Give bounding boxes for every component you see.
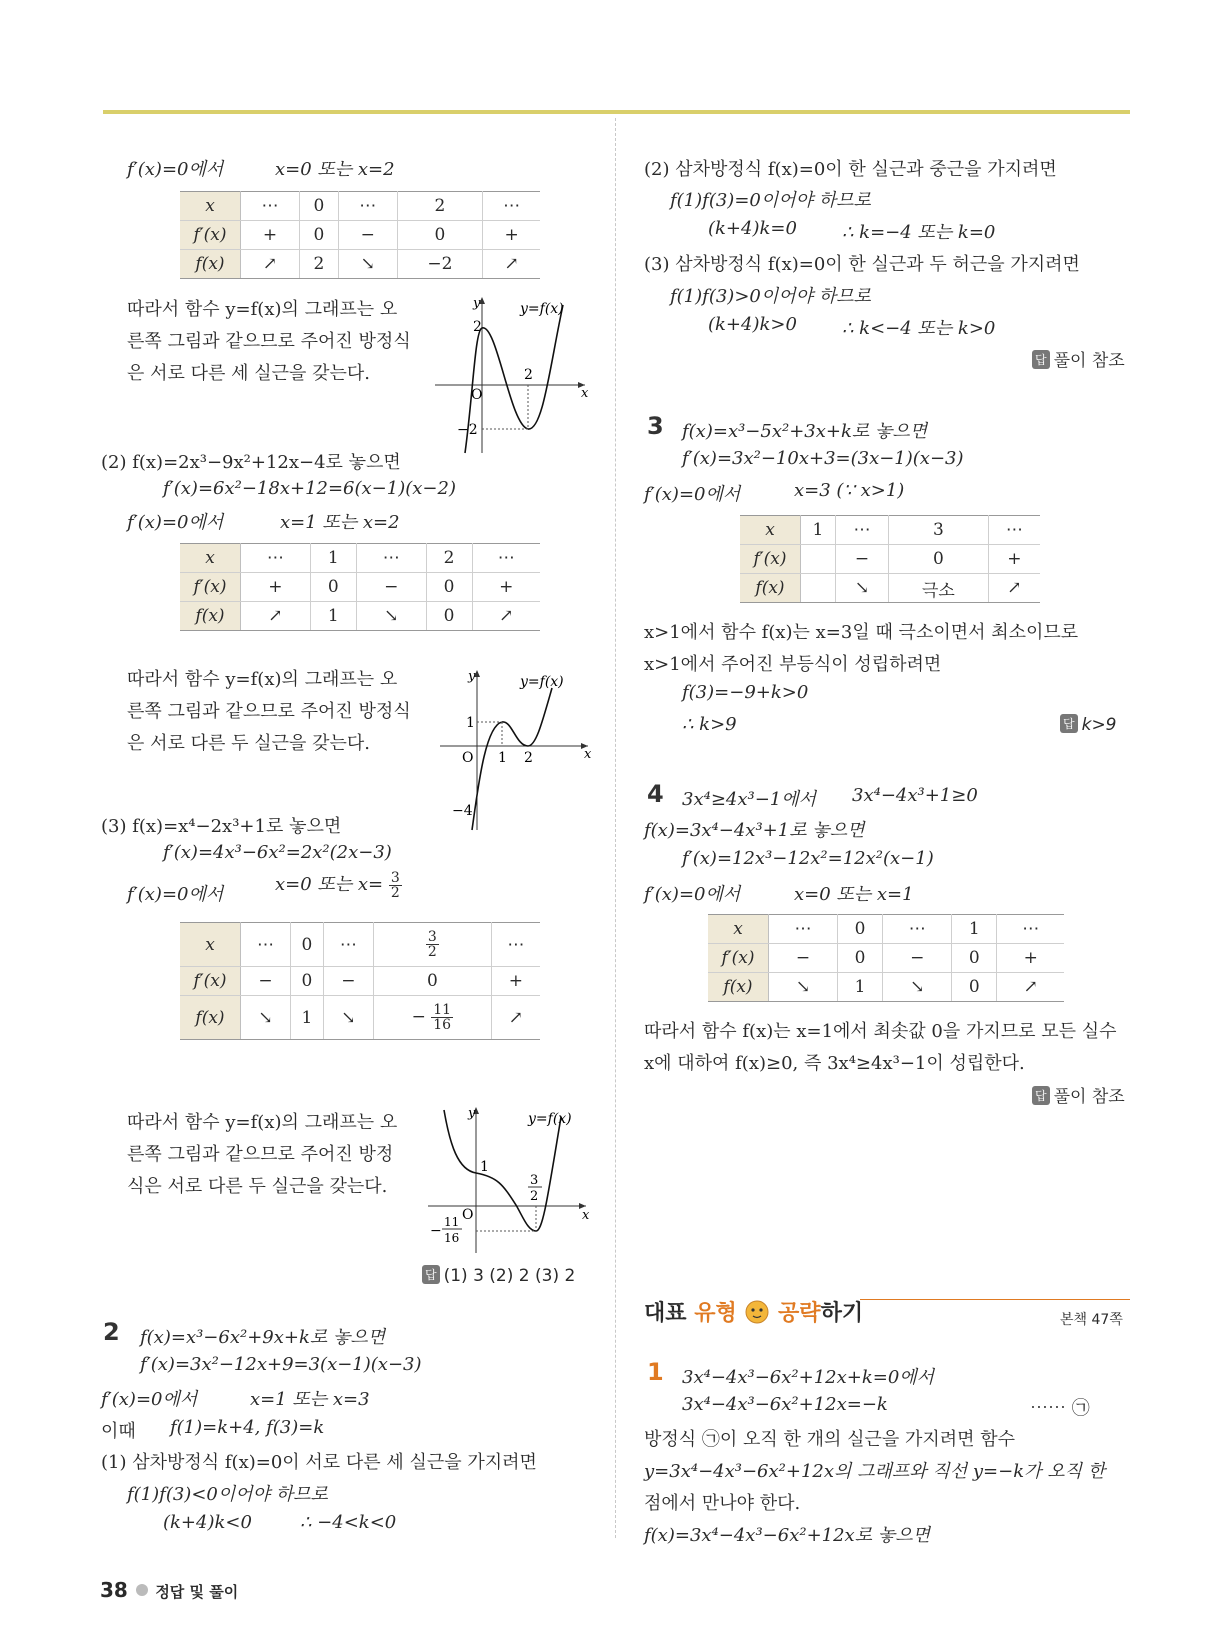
s1-line3: 방정식 ㉠이 오직 한 개의 실근을 가지려면 함수 (644, 1429, 1016, 1450)
p2-line3b: x=1 또는 x=2 (280, 512, 400, 533)
q3-line3: f′(x)=0에서 (644, 484, 741, 505)
graph-1 (435, 295, 590, 455)
q2-line1: f(x)=x³−6x²+9x+k로 놓으면 (140, 1327, 386, 1348)
q3-line3b: x=3 (∵ x>1) (794, 480, 905, 501)
svg-text:−4: −4 (452, 803, 473, 819)
svg-text:y: y (473, 296, 481, 311)
svg-text:−2: −2 (457, 422, 478, 438)
p3-line1: (3) f(x)=x⁴−2x³+1로 놓으면 (101, 816, 342, 837)
p1-text-2: 른쪽 그림과 같으므로 주어진 방정식 (127, 331, 411, 352)
s1-line2-mark: ⋯⋯ ㉠ (1030, 1398, 1090, 1419)
r2-line2: f(1)f(3)=0이어야 하므로 (670, 190, 871, 211)
q4-line4: f′(x)=0에서 (644, 884, 741, 905)
p2-line3: f′(x)=0에서 (127, 512, 224, 533)
p1-text-3: 은 서로 다른 세 실근을 갖는다. (127, 363, 370, 384)
svg-text:O: O (462, 750, 474, 766)
svg-text:x: x (582, 1208, 590, 1223)
top-rule (103, 110, 1130, 114)
p2-line1: (2) f(x)=2x³−9x²+12x−4로 놓으면 (101, 452, 401, 473)
p3-line3: f′(x)=0에서 (127, 884, 224, 905)
table-1: x ⋯ 0 ⋯ 2 ⋯ f′(x) + 0 − 0 + f(x) ↗ 2 ↘ −2 ↗ (180, 191, 540, 279)
p1-text-1: 따라서 함수 y=f(x)의 그래프는 오 (127, 299, 398, 320)
q3-after-3: f(3)=−9+k>0 (682, 682, 809, 703)
graph-2 (440, 668, 590, 833)
p1-line1b: x=0 또는 x=2 (275, 159, 395, 180)
r2-line4: (3) 삼차방정식 f(x)=0이 한 실근과 두 허근을 가지려면 (644, 254, 1080, 275)
svg-text:−: − (430, 1223, 442, 1239)
s1-line4: y=3x⁴−4x³−6x²+12x의 그래프와 직선 y=−k가 오직 한 (644, 1461, 1106, 1482)
g1-label-2: 2 (473, 319, 482, 335)
p2-line2: f′(x)=6x²−18x+12=6(x−1)(x−2) (163, 478, 456, 499)
q2-line7: (k+4)k<0 (163, 1512, 252, 1533)
q2-line5: (1) 삼차방정식 f(x)=0이 서로 다른 세 실근을 가지려면 (101, 1452, 537, 1473)
q4-line1b: 3x⁴−4x³+1≥0 (852, 785, 978, 806)
r2-line1: (2) 삼차방정식 f(x)=0이 한 실근과 중근을 가지려면 (644, 159, 1057, 180)
p2-text-2: 른쪽 그림과 같으므로 주어진 방정식 (127, 701, 411, 722)
footer-dot-icon (136, 1584, 148, 1596)
p3-text-1: 따라서 함수 y=f(x)의 그래프는 오 (127, 1112, 398, 1133)
svg-text:y=f(x): y=f(x) (520, 674, 564, 690)
q3-line2: f′(x)=3x²−10x+3=(3x−1)(x−3) (682, 448, 964, 469)
r2-line3b: ∴ k=−4 또는 k=0 (842, 222, 996, 243)
answer-3: 답 k>9 (1060, 714, 1117, 735)
q4-line3: f′(x)=12x³−12x²=12x²(x−1) (682, 848, 934, 869)
table-4: x 1 ⋯ 3 ⋯ f′(x) − 0 + f(x) ↘ 극소 ↗ (740, 515, 1040, 603)
table-2: x ⋯ 1 ⋯ 2 ⋯ f′(x) + 0 − 0 + f(x) ↗ 1 ↘ 0 ↗ (180, 543, 540, 631)
q2-line6: f(1)f(3)<0이어야 하므로 (127, 1484, 328, 1505)
svg-text:1: 1 (498, 750, 507, 766)
answer-4: 답 풀이 참조 (1032, 1082, 1125, 1107)
mascot-icon (744, 1297, 770, 1325)
q3-number: 3 (647, 412, 664, 440)
frac-3-2: $\frac{3}{2}$ (390, 869, 400, 901)
q3-line1: f(x)=x³−5x²+3x+k로 놓으면 (682, 421, 928, 442)
p1-line1: f′(x)=0에서 (127, 159, 224, 180)
s1-line6: f(x)=3x⁴−4x³−6x²+12x로 놓으면 (644, 1525, 930, 1546)
svg-text:2: 2 (524, 367, 533, 383)
answer-1: 답 (1) 3 (2) 2 (3) 2 (422, 1265, 575, 1286)
q4-line2: f(x)=3x⁴−4x³+1로 놓으면 (644, 820, 865, 841)
q3-after-1: x>1에서 함수 f(x)는 x=3일 때 극소이면서 최소이므로 (644, 622, 1079, 643)
svg-text:3: 3 (530, 1173, 539, 1188)
footer-label: 정답 및 풀이 (155, 1583, 239, 1601)
q4-line4b: x=0 또는 x=1 (794, 884, 914, 905)
section-rule (860, 1299, 1130, 1300)
footer (100, 1578, 238, 1602)
svg-text:2: 2 (524, 750, 533, 766)
section-title: 대표 유형 공략하기 (644, 1296, 863, 1327)
p3-text-2: 른쪽 그림과 같으므로 주어진 방정 (127, 1144, 394, 1165)
q4-after-2: x에 대하여 f(x)≥0, 즉 3x⁴≥4x³−1이 성립한다. (644, 1053, 1025, 1074)
p2-text-3: 은 서로 다른 두 실근을 갖는다. (127, 733, 370, 754)
svg-text:y=f(x): y=f(x) (520, 301, 564, 317)
svg-text:x: x (584, 747, 592, 762)
page-number: 38 (100, 1578, 128, 1602)
q3-after-4: ∴ k>9 (682, 714, 737, 735)
graph-3 (428, 1105, 590, 1255)
svg-text:2: 2 (530, 1189, 539, 1204)
s1-line5: 점에서 만나야 한다. (644, 1493, 801, 1514)
p3-line3b: x=0 또는 x= $\frac{3}{2}$ (275, 869, 400, 901)
r2-line3: (k+4)k=0 (708, 218, 797, 239)
q2-line2: f′(x)=3x²−12x+9=3(x−1)(x−3) (140, 1354, 422, 1375)
s1-number: 1 (647, 1358, 664, 1386)
svg-text:11: 11 (444, 1215, 460, 1229)
answer-2: 답 풀이 참조 (1032, 346, 1125, 371)
svg-text:y: y (468, 1106, 476, 1121)
p3-line2: f′(x)=4x³−6x²=2x²(2x−3) (163, 842, 392, 863)
table-3: x ⋯ 0 ⋯ $\frac{3}{2}$ ⋯ f′(x) − 0 − 0 + f(x) ↘ 1 ↘ − $\frac{11}{16}$ ↗ (180, 922, 540, 1040)
q4-after-1: 따라서 함수 f(x)는 x=1에서 최솟값 0을 가지므로 모든 실수 (644, 1021, 1117, 1042)
svg-text:O: O (471, 387, 483, 403)
q4-line1: 3x⁴≥4x³−1에서 (682, 789, 817, 810)
svg-text:1: 1 (480, 1159, 489, 1175)
svg-text:1: 1 (466, 715, 475, 731)
r2-line5: f(1)f(3)>0이어야 하므로 (670, 286, 871, 307)
svg-text:y: y (468, 669, 476, 684)
q2-number: 2 (103, 1318, 120, 1346)
table-5: x ⋯ 0 ⋯ 1 ⋯ f′(x) − 0 − 0 + f(x) ↘ 1 ↘ 0 ↗ (708, 914, 1064, 1002)
q3-after-2: x>1에서 주어진 부등식이 성립하려면 (644, 654, 942, 675)
q2-line3b: x=1 또는 x=3 (250, 1389, 370, 1410)
q2-line4: 이때 (101, 1421, 136, 1442)
svg-text:x: x (581, 386, 589, 401)
q2-line3: f′(x)=0에서 (101, 1389, 198, 1410)
svg-text:16: 16 (444, 1231, 460, 1245)
p3-text-3: 식은 서로 다른 두 실근을 갖는다. (127, 1176, 388, 1197)
r2-line6b: ∴ k<−4 또는 k>0 (842, 318, 996, 339)
s1-line2: 3x⁴−4x³−6x²+12x=−k (682, 1394, 888, 1415)
svg-text:y=f(x): y=f(x) (528, 1111, 572, 1127)
s1-line1: 3x⁴−4x³−6x²+12x+k=0에서 (682, 1367, 935, 1388)
p2-text-1: 따라서 함수 y=f(x)의 그래프는 오 (127, 669, 398, 690)
q2-line4b: f(1)=k+4, f(3)=k (170, 1417, 325, 1438)
q2-line7b: ∴ −4<k<0 (300, 1512, 397, 1533)
section-ref: 본책 47쪽 (1060, 1312, 1123, 1328)
column-divider (615, 118, 616, 1538)
r2-line6: (k+4)k>0 (708, 314, 797, 335)
q4-number: 4 (647, 780, 664, 808)
svg-text:O: O (462, 1207, 474, 1223)
